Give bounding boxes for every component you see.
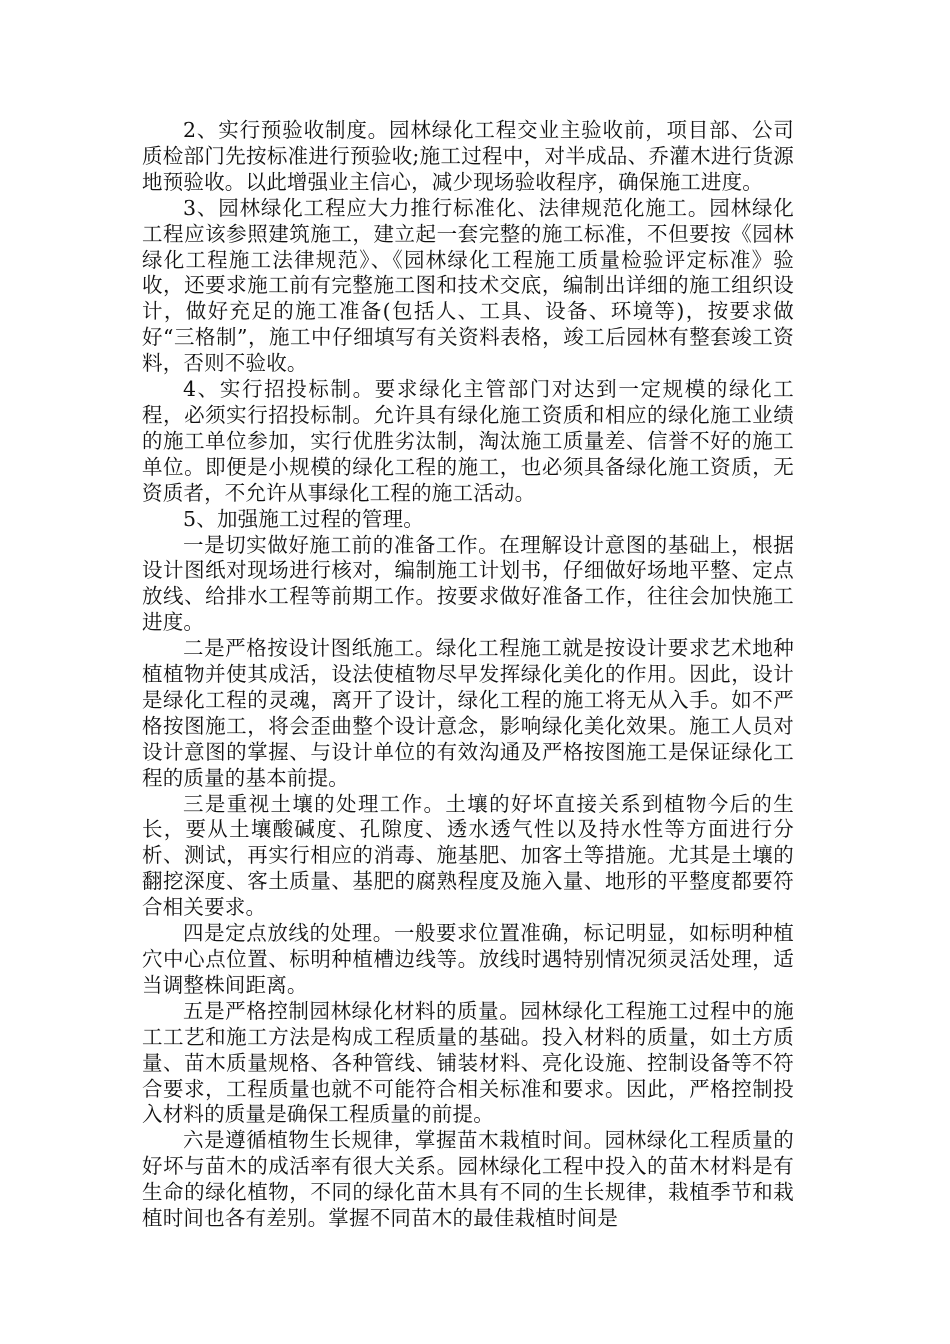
paragraph-process-management: 5、加强施工过程的管理。: [183, 506, 424, 531]
paragraph-standardization: 3、园林绿化工程应大力推行标准化、法律规范化施工。园林绿化工程应该参照建筑施工，建立起一套完整的施工标准，不但要按《园林绿化工程施工法律规范》、《园林绿化工程施工质量检验评定标准》验收，还要求施工前有完整施工图和技术交底，编制出详细的施工组织设计，做好充足的施工准备(包括人、工具、设备、环境等)，按要求做好“三格制”，施工中仔细填写有关资料表格，竣工后园林有整套竣工资料，否则不验收。: [142, 195, 794, 376]
paragraph-material-quality: 五是严格控制园林绿化材料的质量。园林绿化工程施工过程中的施工工艺和施工方法是构成工程质量的基础。投入材料的质量，如土方质量、苗木质量规格、各种管线、铺装材料、亮化设施、控制设备等不符合要求，工程质量也就不可能符合相关标准和要求。因此，严格控制投入材料的质量是确保工程质量的前提。: [142, 998, 794, 1127]
paragraph-planting-time: 六是遵循植物生长规律，掌握苗木栽植时间。园林绿化工程质量的好坏与苗木的成活率有很大关系。园林绿化工程中投入的苗木材料是有生命的绿化植物，不同的绿化苗木具有不同的生长规律，栽植季节和栽植时间也各有差别。掌握不同苗木的最佳栽植时间是: [142, 1128, 794, 1231]
paragraph-follow-design: 二是严格按设计图纸施工。绿化工程施工就是按设计要求艺术地种植植物并使其成活，设法使植物尽早发挥绿化美化的作用。因此，设计是绿化工程的灵魂，离开了设计，绿化工程的施工将无从入手。如不严格按图施工，将会歪曲整个设计意念，影响绿化美化效果。施工人员对设计意图的掌握、与设计单位的有效沟通及严格按图施工是保证绿化工程的质量的基本前提。: [142, 636, 794, 790]
paragraph-pre-acceptance: 2、实行预验收制度。园林绿化工程交业主验收前，项目部、公司质检部门先按标准进行预验收;施工过程中，对半成品、乔灌木进行货源地预验收。以此增强业主信心，减少现场验收程序，确保施工进度。: [142, 118, 794, 194]
paragraph-soil: 三是重视土壤的处理工作。土壤的好坏直接关系到植物今后的生长，要从土壤酸碱度、孔隙度、透水透气性以及持水性等方面进行分析、测试，再实行相应的消毒、施基肥、加客土等措施。尤其是土壤的翻挖深度、客土质量、基肥的腐熟程度及施入量、地形的平整度都要符合相关要求。: [142, 791, 794, 920]
paragraph-bidding: 4、实行招投标制。要求绿化主管部门对达到一定规模的绿化工程，必须实行招投标制。允许具有绿化施工资质和相应的绿化施工业绩的施工单位参加，实行优胜劣汰制，淘汰施工质量差、信誉不好的施工单位。即便是小规模的绿化工程的施工，也必须具备绿化施工资质，无资质者，不允许从事绿化工程的施工活动。: [142, 377, 794, 505]
paragraph-preparation: 一是切实做好施工前的准备工作。在理解设计意图的基础上，根据设计图纸对现场进行核对，编制施工计划书，仔细做好场地平整、定点放线、给排水工程等前期工作。按要求做好准备工作，往往会加快施工进度。: [142, 532, 794, 635]
paragraph-layout-lines: 四是定点放线的处理。一般要求位置准确，标记明显，如标明种植穴中心点位置、标明种植槽边线等。放线时遇特别情况须灵活处理，适当调整株间距离。: [142, 921, 794, 997]
document-body: [142, 118, 794, 1232]
